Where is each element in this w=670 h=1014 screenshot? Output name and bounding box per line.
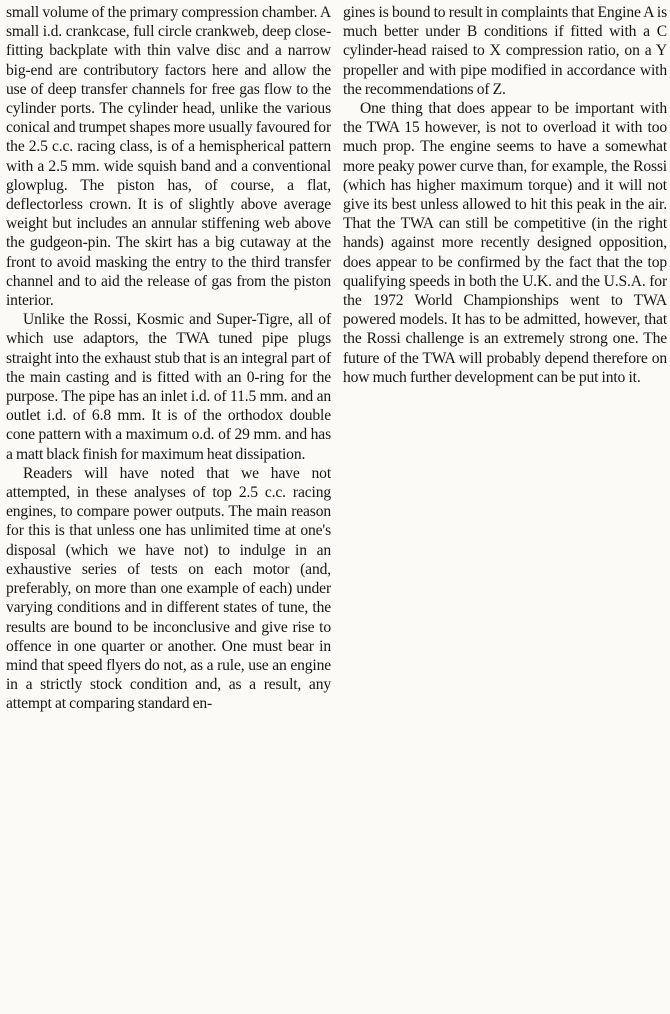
paragraph-engine-comparison: gines is bound to result in complaints that Engine A is much better under B conditions if fitted with a C cylinder-head raised to X compression ratio, on a Y propeller and with pipe modified in accordance with the recommendations of Z. — [343, 4, 667, 98]
paragraph-prop-conclusion: One thing that does appear to be important with the TWA 15 however, is not to overload it with too much prop. The engine seems to have a somewhat more peaky power curve than, for example, the Rossi (which has higher maximum torque) and it will not give its best unless allowed to hit this peak in the air. That the TWA can still be competitive (in the right hands) against more recently designed opposition, does appear to be confirmed by the fact that the top qualifying speeds in both the U.K. and the U.S.A. for the 1972 World Championships went to TWA powered models. It has to be admitted, however, that the Rossi challenge is an extremely strong one. The future of the TWA will probably depend therefore on how much further development can be put into it. — [343, 100, 667, 386]
right-column — [343, 3, 667, 387]
left-column — [6, 3, 331, 714]
paragraph-power-outputs: Readers will have noted that we have not attempted, in these analyses of top 2.5 c.c. racing engines, to compare power outputs. The main reason for this is that unless one has unlimited time at one's disposal (which we have not) to indulge in an exhaustive series of tests on each motor (and, preferably, on more than one example of each) under varying conditions and in different states of tune, the results are bound to be inconclusive and give rise to offence in one quarter or another. One must bear in mind that speed flyers do not, as a rule, use an engine in a strictly stock condition and, as a result, any attempt at comparing standard en- — [6, 464, 331, 713]
paragraph-tuned-pipe: Unlike the Rossi, Kosmic and Super-Tigre, all of which use adaptors, the TWA tuned pipe plugs straight into the exhaust stub that is an integral part of the main casting and is fitted with an 0-ring for the purpose. The pipe has an inlet i.d. of 11.5 mm. and an outlet i.d. of 6.8 mm. It is of the orthodox double cone pattern with a maximum o.d. of 29 mm. and has a matt black finish for maximum heat dissipation. — [6, 311, 331, 463]
paragraph-chamber-design: small volume of the primary compression chamber. A small i.d. crankcase, full circle crankweb, deep close-fitting backplate with thin valve disc and a narrow big-end are contributory factors here and allow the use of deep transfer channels for free gas flow to the cylinder ports. The cylinder head, unlike the various conical and trumpet shapes more usually favoured for the 2.5 c.c. racing class, is of a hemispherical pattern with a 2.5 mm. wide squish band and a conventional glowplug. The piston has, of course, a flat, deflectorless crown. It is of slightly above average weight but includes an annular stiffening web above the gudgeon-pin. The skirt has a big cutaway at the front to avoid masking the entry to the third transfer channel and to aid the release of gas from the piston interior. — [6, 4, 331, 310]
